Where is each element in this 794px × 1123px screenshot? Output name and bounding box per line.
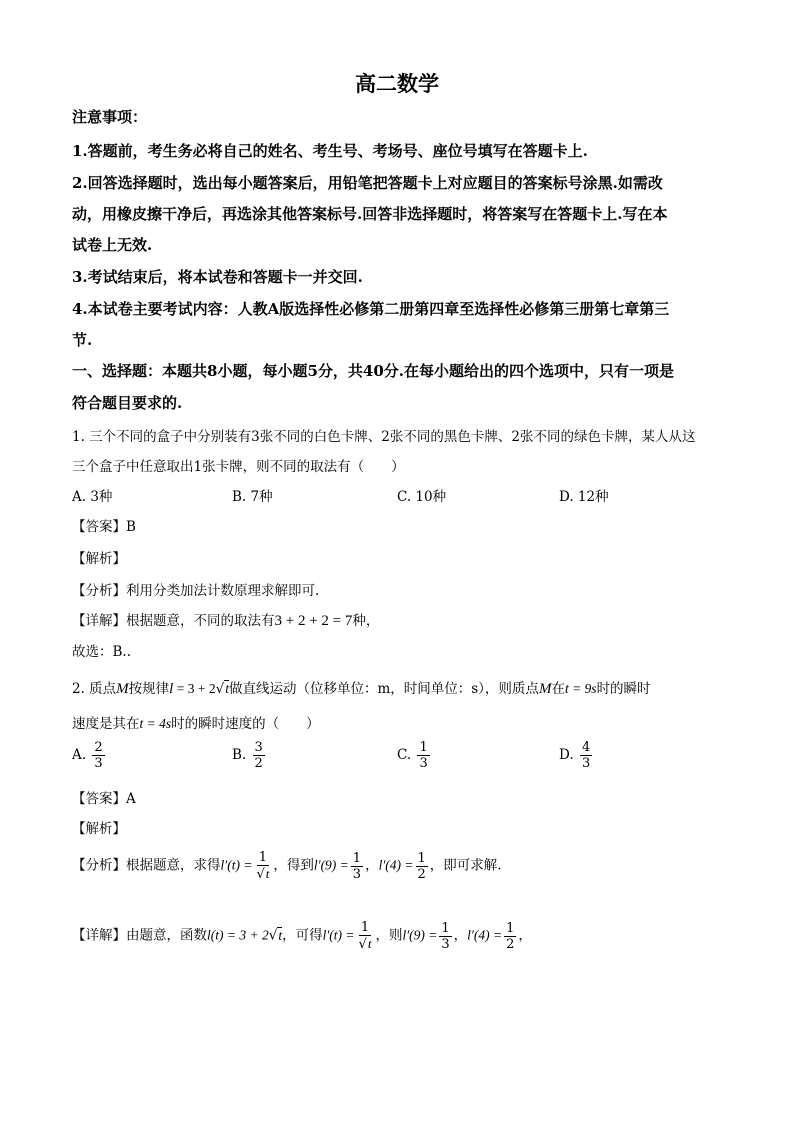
notice-heading: 注意事项： bbox=[72, 108, 148, 126]
q2-text-b: 按规律 bbox=[128, 681, 170, 697]
q2-xj-lprime-t: l′(t) = bbox=[322, 927, 355, 943]
q2-option-d bbox=[559, 740, 594, 771]
fraction-numerator: 1 bbox=[441, 920, 450, 936]
q2-lprime-4: l′(4) = bbox=[378, 857, 414, 873]
q2-xiangjie-text-b: ，可得 bbox=[282, 927, 323, 944]
q1-xiangjie bbox=[72, 609, 379, 630]
q1-xiangjie-text-a: 【详解】根据题意，不同的取法有 bbox=[72, 613, 275, 629]
q2-t4: t = 4s bbox=[139, 716, 172, 731]
q2-stem-line-2 bbox=[72, 712, 320, 732]
q2-xj-frac-2 bbox=[439, 921, 451, 952]
q2-fenxi-text-b: ，得到 bbox=[273, 857, 314, 874]
q2-xiangjie-text-a: 【详解】由题意，函数 bbox=[72, 927, 207, 944]
q2-var-M: M bbox=[116, 681, 129, 697]
fraction-denominator: 3 bbox=[581, 756, 591, 771]
q2-option-b-label: B. bbox=[232, 747, 247, 763]
q1-option-b: B. 7种 bbox=[232, 489, 273, 505]
q2-option-c-fraction bbox=[417, 740, 429, 771]
q2-stem-line-1 bbox=[72, 677, 651, 698]
q2-xiangjie: 【详解】由题意，函数l(t) = 3 + 2√t，可得l′(t) = $\frac{1}{√t}$ ，则l′(9) = $\frac{1}{3}$ ，l′(4) = $\frac{1}{2}$ ， bbox=[72, 920, 532, 952]
q1-option-d: D. 12种 bbox=[559, 489, 609, 505]
q2-option-d-label: D. bbox=[559, 747, 574, 763]
fraction-denominator: √t bbox=[358, 936, 372, 952]
q2-text-g: 时的瞬时速度的（ ） bbox=[171, 716, 320, 732]
q2-func: l(t) = 3 + 2 bbox=[207, 927, 269, 943]
fraction-numerator: 4 bbox=[581, 740, 591, 755]
q1-guxuan: 故选：B.. bbox=[72, 644, 132, 660]
q2-fenxi-frac-3 bbox=[416, 851, 428, 882]
q2-fenxi-frac-2 bbox=[351, 851, 363, 882]
fraction-denominator: 3 bbox=[419, 756, 428, 771]
fraction-numerator: 1 bbox=[360, 920, 370, 935]
notice-item-2-line-3: 试卷上无效. bbox=[72, 236, 153, 254]
fraction-denominator: 2 bbox=[417, 866, 426, 882]
fraction-denominator: 3 bbox=[441, 936, 450, 952]
fraction-numerator: 1 bbox=[417, 850, 426, 866]
notice-item-3: 3.考试结束后，将本试卷和答题卡一并交回. bbox=[72, 268, 363, 286]
q2-fenxi: 【分析】根据题意，求得l′(t) = $\frac{1}{√t}$ ，得到l′(9) = $\frac{1}{3}$ ，l′(4) = $\frac{1}{2}$ ，即可求解. bbox=[72, 850, 502, 882]
q2-option-c-label: C. bbox=[397, 747, 412, 763]
q2-xiangjie-text-c: ，则 bbox=[375, 927, 403, 944]
q2-text-c: 做直线运动（位移单位：m，时间单位：s），则质点 bbox=[228, 681, 539, 697]
q1-answer: 【答案】B bbox=[72, 519, 136, 535]
sqrt-sign-icon: √ bbox=[215, 681, 225, 697]
q2-xj-frac-1 bbox=[357, 920, 374, 952]
q2-option-a bbox=[72, 740, 107, 771]
notice-item-4-line-2: 节. bbox=[72, 331, 93, 349]
notice-item-4-line-1: 4.本试卷主要考试内容：人教A版选择性必修第二册第四章至选择性必修第三册第七章第三 bbox=[72, 300, 670, 318]
q2-fenxi-frac-1 bbox=[254, 850, 271, 882]
q2-xj-frac-3 bbox=[504, 921, 516, 952]
q2-option-b-fraction bbox=[253, 740, 265, 771]
q2-option-a-label: A. bbox=[72, 747, 87, 763]
fraction-numerator: 1 bbox=[352, 850, 362, 866]
notice-item-2-line-2: 动，用橡皮擦干净后，再选涂其他答案标号.回答非选择题时，将答案写在答题卡上.写在本 bbox=[72, 205, 668, 223]
q1-jiexi: 【解析】 bbox=[72, 551, 126, 567]
q2-jiexi: 【解析】 bbox=[72, 821, 126, 837]
page-title: 高二数学 bbox=[355, 71, 439, 96]
q2-text-a: 2. 质点 bbox=[72, 681, 117, 697]
q2-option-a-fraction bbox=[92, 740, 104, 771]
q2-law-t: t bbox=[225, 681, 229, 696]
q2-law-l: l bbox=[169, 681, 174, 697]
q2-xj-lprime-9: l′(9) = bbox=[402, 927, 438, 943]
q2-text-e: 时的瞬时 bbox=[596, 681, 651, 697]
q1-stem-line-2: 三个盒子中任意取出1张卡牌，则不同的取法有（ ） bbox=[72, 459, 405, 475]
q2-lprime-9: l′(9) = bbox=[313, 857, 349, 873]
fraction-numerator: 3 bbox=[254, 740, 263, 755]
q2-option-b bbox=[232, 740, 267, 771]
fraction-denominator: 3 bbox=[94, 756, 103, 771]
sqrt-sign-icon: √ bbox=[268, 927, 278, 944]
q2-xj-lprime-4: l′(4) = bbox=[467, 927, 503, 943]
q2-text-d: 在 bbox=[551, 681, 565, 697]
section-1-line-2: 符合题目要求的. bbox=[72, 394, 183, 412]
fraction-numerator: 1 bbox=[419, 740, 428, 755]
fraction-numerator: 1 bbox=[506, 920, 515, 936]
q2-answer: 【答案】A bbox=[72, 791, 136, 807]
q1-xiangjie-text-b: 种， bbox=[352, 613, 380, 629]
notice-item-2-line-1: 2.回答选择题时，选出每小题答案后，用铅笔把答题卡上对应题目的答案标号涂黑.如需改 bbox=[72, 174, 663, 192]
notice-item-1: 1.答题前，考生务必将自己的姓名、考生号、考场号、座位号填写在答题卡上. bbox=[72, 142, 588, 160]
q1-xiangjie-math: 3 + 2 + 2 = 7 bbox=[274, 613, 353, 629]
q1-stem-line-1: 1. 三个不同的盒子中分别装有3张不同的白色卡牌、2张不同的黑色卡牌、2张不同的绿色卡牌，某人从这 bbox=[72, 429, 696, 445]
q2-func-t: t bbox=[278, 927, 283, 943]
section-1-line-1: 一、选择题：本题共8小题，每小题5分，共40分.在每小题给出的四个选项中，只有一项是 bbox=[72, 362, 674, 380]
q2-law-eq: = 3 + 2 bbox=[173, 681, 216, 696]
q2-fenxi-text-a: 【分析】根据题意，求得 bbox=[72, 857, 221, 874]
q2-text-f: 速度是其在 bbox=[72, 716, 140, 732]
fraction-numerator: 2 bbox=[94, 740, 103, 755]
q1-option-c: C. 10种 bbox=[397, 489, 447, 505]
q2-var-M-2: M bbox=[538, 681, 552, 697]
q1-fenxi: 【分析】利用分类加法计数原理求解即可. bbox=[72, 583, 320, 599]
fraction-denominator: √t bbox=[256, 866, 270, 882]
q2-t9: t = 9s bbox=[564, 681, 597, 696]
fraction-denominator: 3 bbox=[352, 866, 362, 882]
q2-fenxi-text-c: ，即可求解. bbox=[429, 857, 502, 874]
q2-option-d-fraction bbox=[580, 740, 592, 771]
q1-option-a: A. 3种 bbox=[72, 489, 113, 505]
q2-lprime-t: l′(t) = bbox=[220, 857, 253, 873]
fraction-denominator: 2 bbox=[506, 936, 515, 952]
q2-option-c bbox=[397, 740, 432, 771]
fraction-numerator: 1 bbox=[258, 850, 268, 865]
fraction-denominator: 2 bbox=[254, 756, 263, 771]
